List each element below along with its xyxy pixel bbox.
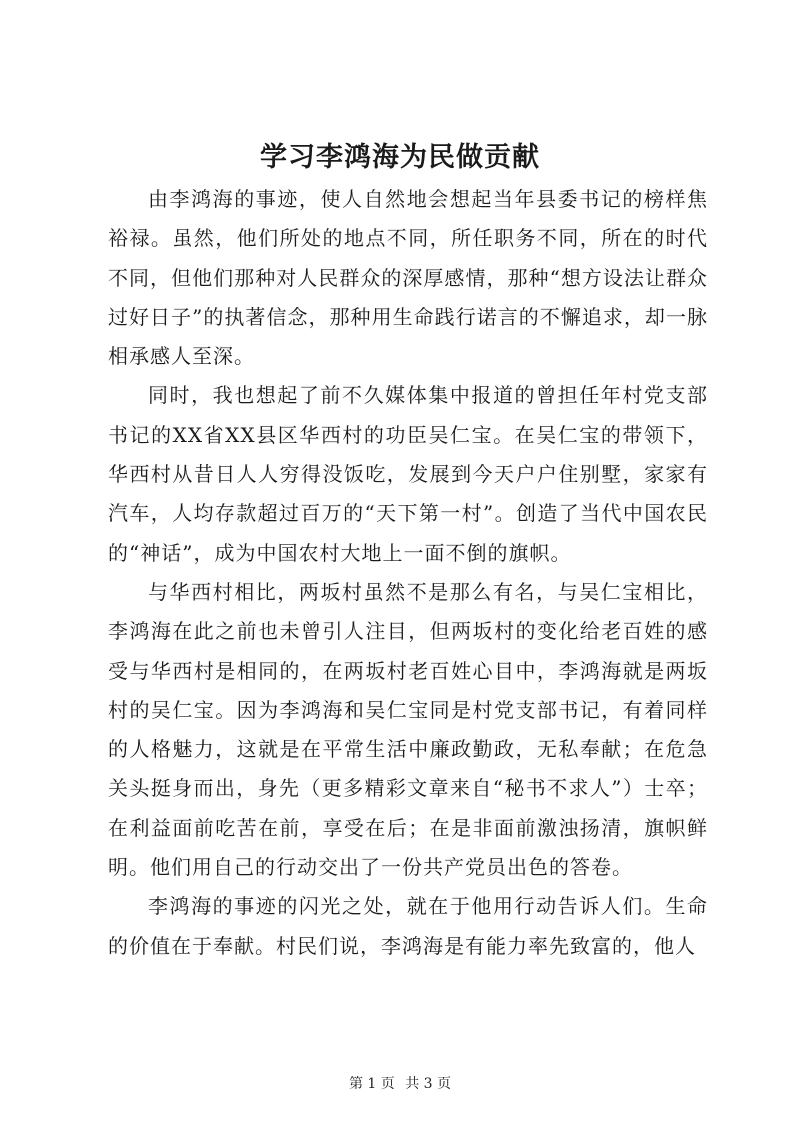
document-title: 学习李鸿海为民做贡献 [260,142,540,173]
paragraph: 同时，我也想起了前不久媒体集中报道的曾担任年村党支部书记的XX省XX县区华西村的功臣吴仁宝。在吴仁宝的带领下，华西村从昔日人人穷得没饭吃，发展到今天户户住别墅，家家有汽车，人均存款超过百万的“天下第一村”。创造了当代中国农民的“神话”，成为中国农村大地上一面不倒的旗帜。 [108,383,708,565]
document-body [108,180,708,966]
page-number: 第 1 页 [348,1076,395,1092]
page-total: 共 3 页 [405,1076,452,1092]
page-footer [0,1074,800,1094]
paragraph: 由李鸿海的事迹，使人自然地会想起当年县委书记的榜样焦裕禄。虽然，他们所处的地点不同，所任职务不同，所在的时代不同，但他们那种对人民群众的深厚感情，那种“想方设法让群众过好日子”的执著信念，那种用生命践行诺言的不懈追求，却一脉相承感人至深。 [108,187,708,369]
paragraph: 与华西村相比，两坂村虽然不是那么有名，与吴仁宝相比，李鸿海在此之前也未曾引人注目，但两坂村的变化给老百姓的感受与华西村是相同的，在两坂村老百姓心目中，李鸿海就是两坂村的吴仁宝。因为李鸿海和吴仁宝同是村党支部书记，有着同样的人格魅力，这就是在平常生活中廉政勤政，无私奉献；在危急关头挺身而出，身先（更多精彩文章来自“秘书不求人”）士卒；在利益面前吃苦在前，享受在后；在是非面前激浊扬清，旗帜鲜明。他们用自己的行动交出了一份共产党员出色的答卷。 [108,579,708,880]
paragraph: 李鸿海的事迹的闪光之处，就在于他用行动告诉人们。生命的价值在于奉献。村民们说，李鸿海是有能力率先致富的，他人 [108,894,708,958]
